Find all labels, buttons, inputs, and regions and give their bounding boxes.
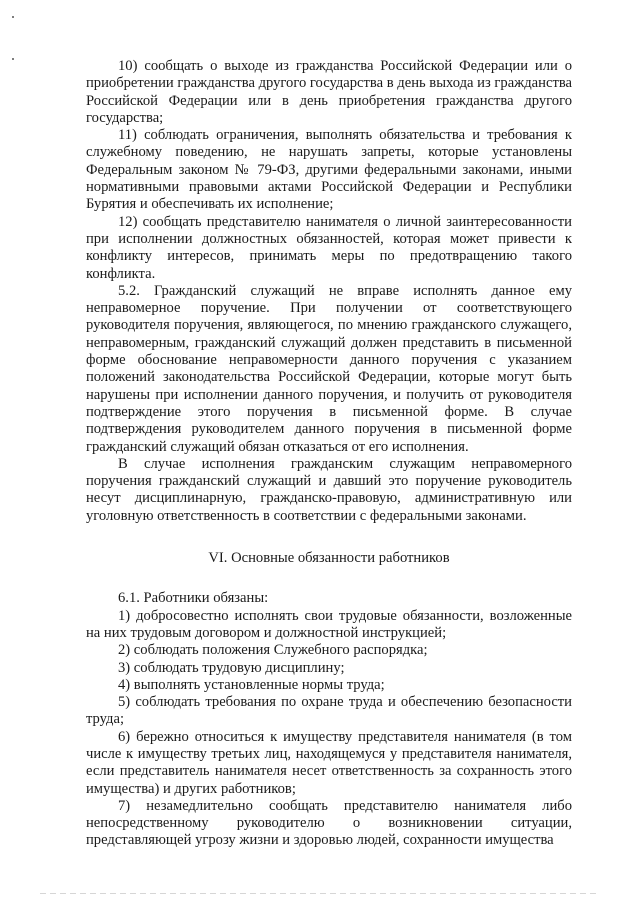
scan-speck bbox=[12, 16, 14, 18]
paragraph-item-12: 12) сообщать представителю нанимателя о личной заинтересованности при исполнении должностных обязанностей, которая может привести к конфликту интересов, принимать меры по предотвращению такого конфликта. bbox=[86, 213, 572, 282]
list-item-5: 5) соблюдать требования по охране труда и обеспечению безопасности труда; bbox=[86, 694, 572, 728]
paragraph-item-10: 10) сообщать о выходе из гражданства Российской Федерации или о приобретении гражданства другого государства в день выхода из гражданства Российской Федерации или в день приобретения гражданства другого государства; bbox=[86, 58, 572, 126]
paragraph-item-11: 11) соблюдать ограничения, выполнять обязательства и требования к служебному поведению, не нарушать запреты, которые установлены Федеральным законом № 79-ФЗ, другими федеральными законами, иными нормативными правовыми актами Российской Федерации и Республики Бурятия и обеспечивать их исполнение; bbox=[86, 127, 572, 213]
paragraph-5-2-continuation: В случае исполнения гражданским служащим неправомерного поручения гражданский служащий и давший это поручение руководитель несут дисциплинарную, гражданско-правовую, административную или уголовную ответственность в соответствии с федеральными законами. bbox=[86, 455, 572, 524]
paragraph-5-2: 5.2. Гражданский служащий не вправе исполнять данное ему неправомерное поручение. При получении от соответствующего руководителя поручения, являющегося, по мнению гражданского служащего, неправомерным, гражданский служащий должен представить в письменной форме обоснование неправомерности данного поручения с указанием положений законодательства Российской Федерации, которые могут быть нарушены при исполнении данного поручения, и получить от руководителя подтверждение этого поручения в письменной форме. В случае подтверждения руководителем данного поручения в письменной форме гражданский служащий обязан отказаться от его исполнения. bbox=[86, 282, 572, 455]
list-item-1: 1) добросовестно исполнять свои трудовые обязанности, возложенные на них трудовым договором и должностной инструкцией; bbox=[86, 607, 572, 641]
paragraph-6-1-intro: 6.1. Работники обязаны: bbox=[118, 590, 269, 607]
list-item-2: 2) соблюдать положения Служебного распорядка; bbox=[118, 642, 428, 659]
list-item-4: 4) выполнять установленные нормы труда; bbox=[118, 676, 385, 693]
list-item-7: 7) незамедлительно сообщать представителю нанимателя либо непосредственному руководителю о возникновении ситуации, представляющей угрозу жизни и здоровью людей, сохранности имущества bbox=[86, 797, 572, 849]
list-item-6: 6) бережно относиться к имуществу представителя нанимателя (в том числе к имуществу третьих лиц, находящемуся у представителя нанимателя, если представитель нанимателя несет ответственность за сохранность этого имущества) и других работников; bbox=[86, 728, 572, 797]
document-page bbox=[86, 58, 572, 850]
section-heading: VI. Основные обязанности работников bbox=[208, 550, 450, 567]
scan-artifact-line bbox=[40, 893, 600, 894]
list-item-3: 3) соблюдать трудовую дисциплину; bbox=[118, 659, 345, 676]
scan-speck bbox=[12, 58, 14, 60]
